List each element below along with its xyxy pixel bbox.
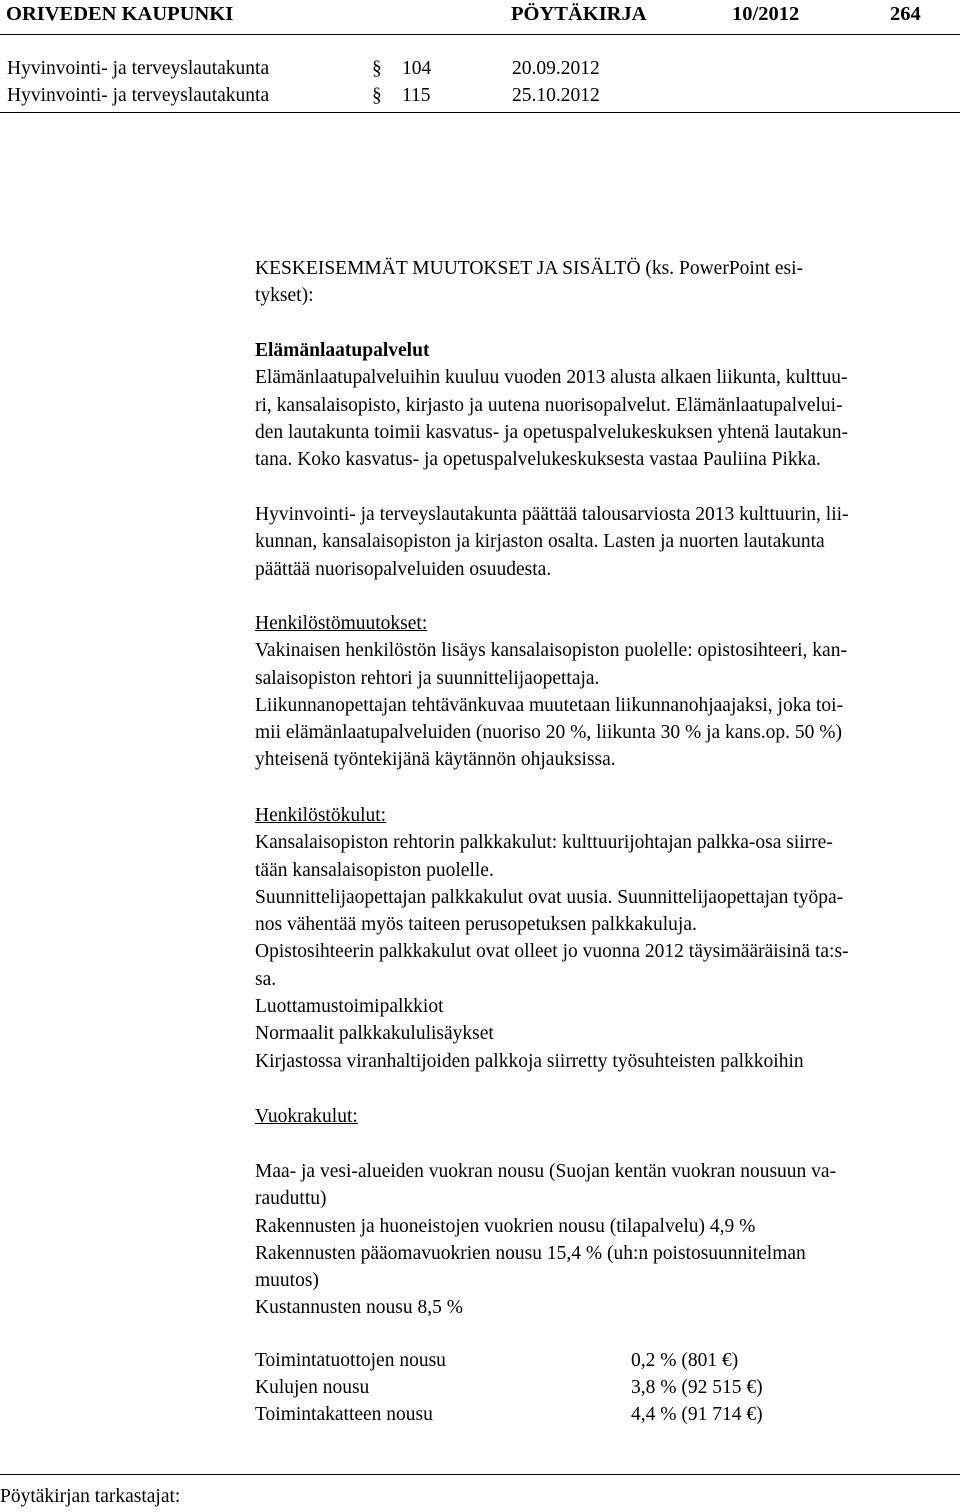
section-vuokrakulut <box>255 1103 955 1130</box>
figure-value: 0,2 % (801 €) <box>631 1350 739 1371</box>
section-sign: § <box>372 58 382 79</box>
meta-date: 25.10.2012 <box>512 85 600 106</box>
section-elamanlaatu: Elämänlaatupalvelut Elämänlaatupalveluihin kuuluu vuoden 2013 alusta alkaen liikunta, kulttuu- ri, kansalaisopisto, kirjasto ja uutena nuorisopalvelut. Elämänlaatupalvelui- den lautakunta toimii kasvatus- ja opetuspalvelukeskuksen yhtenä lautakun- tana. Koko kasvatus- ja opetuspalvelukeskuksesta vastaa Pauliina Pikka. <box>255 337 955 473</box>
main-heading: KESKEISEMMÄT MUUTOKSET JA SISÄLTÖ (ks. PowerPoint esi- tykset): <box>255 258 804 307</box>
figure-label: Toimintatuottojen nousu <box>255 1350 446 1371</box>
vuokrakulut-lines: Maa- ja vesi-alueiden vuokran nousu (Suojan kentän vuokran nousuun va- rauduttu) Rakennusten ja huoneistojen vuokrien nousu (tilapalvelu) 4,9 % Rakennusten pääomavuokrien nousu 15,4 % (uh:n poistosuunnitelman muutos) Kustannusten nousu 8,5 % <box>255 1161 837 1319</box>
footer-rule <box>0 1474 960 1475</box>
section-title: Henkilöstömuutokset: <box>255 613 428 634</box>
doc-type: PÖYTÄKIRJA <box>511 3 647 25</box>
section-sign: § <box>372 85 382 106</box>
meta-body: Hyvinvointi- ja terveyslautakunta <box>7 58 270 79</box>
section-henkilostokulut: Henkilöstökulut: Kansalaisopiston rehtorin palkkakulut: kulttuurijohtajan palkka-osa siirre- tään kansalaisopiston puolelle. Suunnittelijaopettajan palkkakulut ovat uusia. Suunnittelijaopettajan työpa- nos vähentää myös taiteen perusopetuksen palkkakuluja. Opistosihteerin palkkakulut ovat olleet jo vuonna 2012 täysimääräisinä ta:s- sa. Luottamustoimipalkkiot Normaalit palkkakululisäykset Kirjastossa viranhaltijoiden palkkoja siirretty työsuhteisten palkkoihin <box>255 802 955 1075</box>
figure-value: 4,4 % (91 714 €) <box>631 1404 763 1425</box>
figure-label: Toimintakatteen nousu <box>255 1404 433 1425</box>
footer-label: Pöytäkirjan tarkastajat: <box>0 1486 181 1507</box>
header-rule <box>0 34 960 35</box>
page-number: 264 <box>890 3 921 25</box>
meta-date: 20.09.2012 <box>512 58 600 79</box>
meta-number: 115 <box>402 85 431 106</box>
org-name: ORIVEDEN KAUPUNKI <box>6 3 234 25</box>
decision-paragraph: Hyvinvointi- ja terveyslautakunta päättää talousarviosta 2013 kulttuurin, lii- kunnan, kansalaisopiston ja kirjaston osalta. Lasten ja nuorten lautakunta päättää nuorisopalveluiden osuudesta. <box>255 504 849 580</box>
figure-label: Kulujen nousu <box>255 1377 370 1398</box>
section-title: Vuokrakulut: <box>255 1106 358 1127</box>
doc-number: 10/2012 <box>732 3 800 25</box>
meta-body: Hyvinvointi- ja terveyslautakunta <box>7 85 270 106</box>
meta-rule <box>0 112 960 113</box>
figure-value: 3,8 % (92 515 €) <box>631 1377 763 1398</box>
section-henkilostomuutokset: Henkilöstömuutokset: Vakinaisen henkilöstön lisäys kansalaisopiston puolelle: opistosihteeri, kan- salaisopiston rehtori ja suunnittelijaopettaja. Liikunnanopettajan tehtävänkuvaa muutetaan liikunnanohjaajaksi, joka toi- mii elämänlaatupalveluiden (nuoriso 20 %, liikunta 30 % ja kans.op. 50 %) yhteisenä työntekijänä käytännön ohjauksissa. <box>255 610 955 774</box>
section-title: Henkilöstökulut: <box>255 805 387 826</box>
meta-number: 104 <box>402 58 432 79</box>
section-title: Elämänlaatupalvelut <box>255 340 430 361</box>
